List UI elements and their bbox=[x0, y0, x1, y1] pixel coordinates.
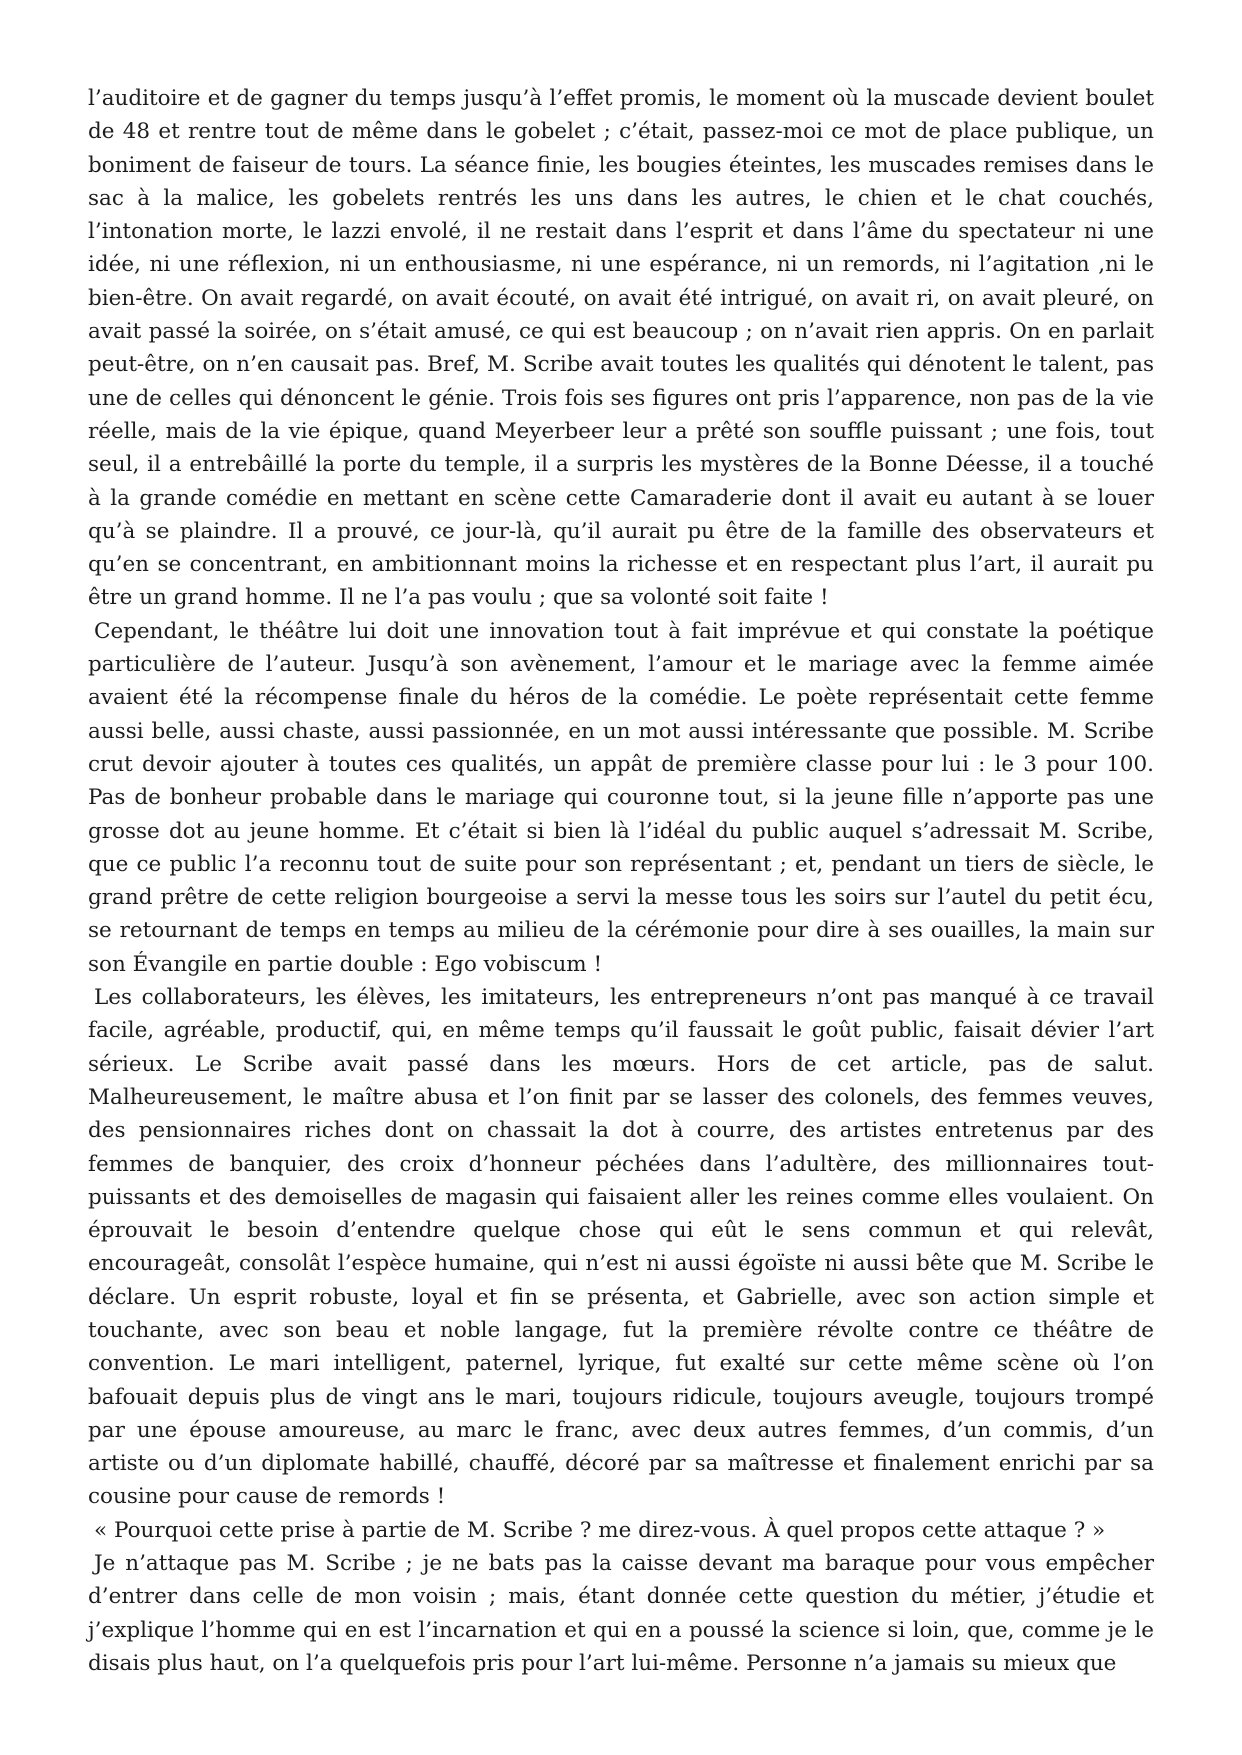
document-page bbox=[88, 82, 1154, 1680]
paragraph-3: Les collaborateurs, les élèves, les imitateurs, les entrepreneurs n’ont pas manqué à ce travail facile, agréable, productif, qui, en même temps qu’il faussait le goût public, faisait dévier l’art sérieux. Le Scribe avait passé dans les mœurs. Hors de cet article, pas de salut. Malheureusement, le maître abusa et l’on finit par se lasser des colonels, des femmes veuves, des pensionnaires riches dont on chassait la dot à courre, des artistes entretenus par des femmes de banquier, des croix d’honneur péchées dans l’adultère, des millionnaires tout-puissants et des demoiselles de magasin qui faisaient aller les reines comme elles voulaient. On éprouvait le besoin d’entendre quelque chose qui eût le sens commun et qui relevât, encourageât, consolât l’espèce humaine, qui n’est ni aussi égoïste ni aussi bête que M. Scribe le déclare. Un esprit robuste, loyal et fin se présenta, et Gabrielle, avec son action simple et touchante, avec son beau et noble langage, fut la première révolte contre ce théâtre de convention. Le mari intelligent, paternel, lyrique, fut exalté sur cette même scène où l’on bafouait depuis plus de vingt ans le mari, toujours ridicule, toujours aveugle, toujours trompé par une épouse amoureuse, au marc le franc, avec deux autres femmes, d’un commis, d’un artiste ou d’un diplomate habillé, chauffé, décoré par sa maîtresse et finalement enrichi par sa cousine pour cause de remords ! bbox=[88, 985, 1154, 1510]
paragraph-5: Je n’attaque pas M. Scribe ; je ne bats pas la caisse devant ma baraque pour vous empêcher d’entrer dans celle de mon voisin ; mais, étant donnée cette question du métier, j’étudie et j’explique l’homme qui en est l’incarnation et qui en a poussé la science si loin, que, comme je le disais plus haut, on l’a quelquefois pris pour l’art lui-même. Personne n’a jamais su mieux que bbox=[88, 1551, 1154, 1676]
paragraph-4: « Pourquoi cette prise à partie de M. Scribe ? me direz-vous. À quel propos cette attaque ? » bbox=[94, 1517, 1106, 1543]
paragraph-2: Cependant, le théâtre lui doit une innovation tout à fait imprévue et qui constate la poétique particulière de l’auteur. Jusqu’à son avènement, l’amour et le mariage avec la femme aimée avaient été la récompense finale du héros de la comédie. Le poète représentait cette femme aussi belle, aussi chaste, aussi passionnée, en un mot aussi intéressante que possible. M. Scribe crut devoir ajouter à toutes ces qualités, un appât de première classe pour lui : le 3 pour 100. Pas de bonheur probable dans le mariage qui couronne tout, si la jeune fille n’apporte pas une grosse dot au jeune homme. Et c’était si bien là l’idéal du public auquel s’adressait M. Scribe, que ce public l’a reconnu tout de suite pour son représentant ; et, pendant un tiers de siècle, le grand prêtre de cette religion bourgeoise a servi la messe tous les soirs sur l’autel du petit écu, se retournant de temps en temps au milieu de la cérémonie pour dire à ses ouailles, la main sur son Évangile en partie double : Ego vobiscum ! bbox=[88, 618, 1154, 977]
paragraph-1: l’auditoire et de gagner du temps jusqu’à l’effet promis, le moment où la muscade devient boulet de 48 et rentre tout de même dans le gobelet ; c’était, passez-moi ce mot de place publique, un boniment de faiseur de tours. La séance finie, les bougies éteintes, les muscades remises dans le sac à la malice, les gobelets rentrés les uns dans les autres, le chien et le chat couchés, l’intonation morte, le lazzi envolé, il ne restait dans l’esprit et dans l’âme du spectateur ni une idée, ni une réflexion, ni un enthousiasme, ni une espérance, ni un remords, ni l’agitation ,ni le bien-être. On avait regardé, on avait écouté, on avait été intrigué, on avait ri, on avait pleuré, on avait passé la soirée, on s’était amusé, ce qui est beaucoup ; on n’avait rien appris. On en parlait peut-être, on n’en causait pas. Bref, M. Scribe avait toutes les qualités qui dénotent le talent, pas une de celles qui dénoncent le génie. Trois fois ses figures ont pris l’apparence, non pas de la vie réelle, mais de la vie épique, quand Meyerbeer leur a prêté son souffle puissant ; une fois, tout seul, il a entrebâillé la porte du temple, il a surpris les mystères de la Bonne Déesse, il a touché à la grande comédie en mettant en scène cette Camaraderie dont il avait eu autant à se louer qu’à se plaindre. Il a prouvé, ce jour-là, qu’il aurait pu être de la famille des observateurs et qu’en se concentrant, en ambitionnant moins la richesse et en respectant plus l’art, il aurait pu être un grand homme. Il ne l’a pas voulu ; que sa volonté soit faite ! bbox=[88, 86, 1154, 611]
